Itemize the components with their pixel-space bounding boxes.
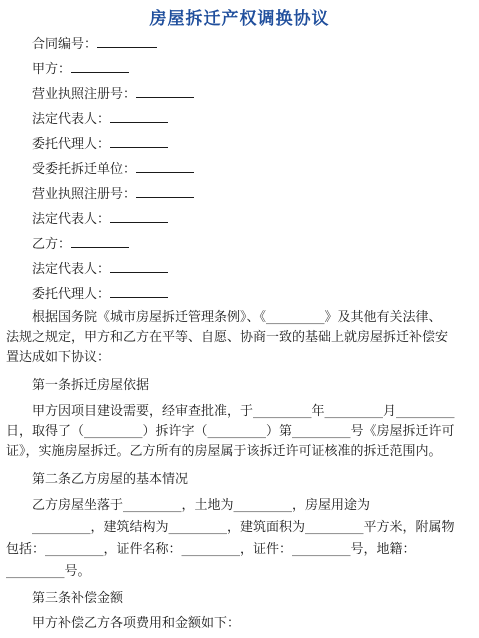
article-1-line-1: 甲方因项目建设需要，经审查批准，于_________年_________月_________ bbox=[32, 404, 455, 419]
field-label: 营业执照注册号： bbox=[32, 187, 137, 202]
field-label: 受委托拆迁单位： bbox=[32, 162, 137, 177]
field-label: 合同编号： bbox=[32, 37, 98, 52]
party-a-blank[interactable] bbox=[71, 59, 129, 73]
party-b-blank[interactable] bbox=[71, 234, 129, 248]
unit-license-field bbox=[32, 184, 194, 203]
article-2-line-2: _________，建筑结构为_________，建筑面积为_________平方米，附属物 bbox=[32, 520, 455, 535]
party-b-legal-rep-blank[interactable] bbox=[110, 259, 168, 273]
party-b-field bbox=[32, 234, 129, 253]
field-label: 法定代表人： bbox=[32, 212, 111, 227]
article-1-line-3: 证》，实施房屋拆迁。乙方所有的房屋属于该拆迁许可证核准的拆迁范围内。 bbox=[6, 444, 442, 459]
party-a-agent-blank[interactable] bbox=[110, 134, 168, 148]
party-a-legal-rep-blank[interactable] bbox=[110, 109, 168, 123]
preamble-line-3: 置达成如下协议： bbox=[6, 350, 111, 365]
party-b-agent-blank[interactable] bbox=[110, 284, 168, 298]
preamble-line-1: 根据国务院《城市房屋拆迁管理条例》、《_________》及其他有关法律、 bbox=[32, 310, 442, 325]
article-3-line-1: 甲方补偿乙方各项费用和金额如下： bbox=[32, 616, 241, 631]
party-b-agent-field bbox=[32, 284, 168, 303]
document-title: 房屋拆迁产权调换协议 bbox=[149, 9, 330, 29]
unit-license-blank[interactable] bbox=[136, 184, 194, 198]
party-b-legal-rep-field bbox=[32, 259, 168, 278]
party-a-license-field bbox=[32, 84, 194, 103]
article-1-line-2: 日，取得了（_________）拆许字（_________）第_________号《房屋拆迁许可 bbox=[6, 424, 455, 439]
article-2-heading: 第二条乙方房屋的基本情况 bbox=[32, 472, 189, 487]
preamble-line-2: 法规之规定，甲方和乙方在平等、自愿、协商一致的基础上就房屋拆迁补偿安 bbox=[6, 330, 449, 345]
party-a-license-blank[interactable] bbox=[136, 84, 194, 98]
demolition-unit-field bbox=[32, 159, 194, 178]
field-label: 委托代理人： bbox=[32, 287, 111, 302]
party-a-legal-rep-field bbox=[32, 109, 168, 128]
party-a-field bbox=[32, 59, 129, 78]
article-2-line-4: _________号。 bbox=[6, 564, 91, 579]
contract-number-blank[interactable] bbox=[97, 34, 157, 48]
article-2-line-1: 乙方房屋坐落于_________，土地为_________，房屋用途为 bbox=[32, 498, 371, 513]
article-3-heading: 第三条补偿金额 bbox=[32, 591, 124, 606]
field-label: 委托代理人： bbox=[32, 137, 111, 152]
field-label: 法定代表人： bbox=[32, 262, 111, 277]
field-label: 营业执照注册号： bbox=[32, 87, 137, 102]
contract-number-field bbox=[32, 34, 157, 53]
field-label: 甲方： bbox=[32, 62, 72, 77]
demolition-unit-blank[interactable] bbox=[136, 159, 194, 173]
article-2-line-3: 包括：_________，证件名称：_________，证件：_________号，地籍： bbox=[6, 542, 416, 557]
unit-legal-rep-blank[interactable] bbox=[110, 209, 168, 223]
party-a-agent-field bbox=[32, 134, 168, 153]
field-label: 法定代表人： bbox=[32, 112, 111, 127]
article-1-heading: 第一条拆迁房屋依据 bbox=[32, 378, 150, 393]
field-label: 乙方： bbox=[32, 237, 72, 252]
unit-legal-rep-field bbox=[32, 209, 168, 228]
